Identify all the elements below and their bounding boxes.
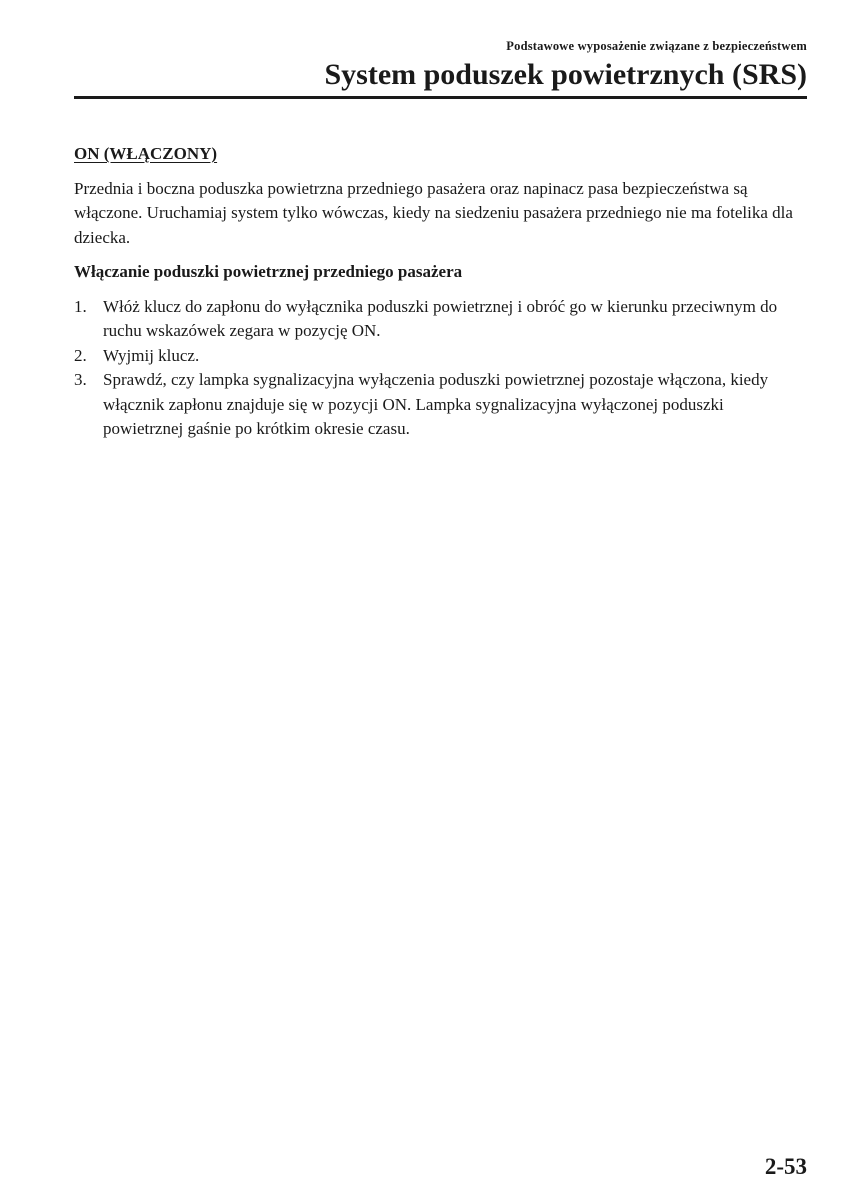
section-label: Podstawowe wyposażenie związane z bezpieczeństwem <box>506 39 807 53</box>
step-number: 2. <box>74 345 87 365</box>
step-text: Sprawdź, czy lampka sygnalizacyjna wyłączenia poduszki powietrznej pozostaje włączona, kiedy włącznik zapłonu znajduje się w pozycji ON. Lampka sygnalizacyjna wyłączonej poduszki powietrznej gaśnie po krótkim okresie czasu. <box>103 370 769 438</box>
body-paragraph: Przednia i boczna poduszka powietrzna przedniego pasażera oraz napinacz pasa bezpieczeństwa są włączone. Uruchamiaj system tylko wówczas, kiedy na siedzeniu pasażera przedniego nie ma fotelika dla dziecka. <box>74 178 793 247</box>
procedure-heading: Włączanie poduszki powietrznej przedniego pasażera <box>74 262 463 281</box>
page-number: 2-53 <box>764 1154 807 1179</box>
list-item <box>74 344 807 369</box>
step-text: Włóż klucz do zapłonu do wyłącznika poduszki powietrznej i obróć go w kierunku przeciwnym do ruchu wskazówek zegara w pozycję ON. <box>103 296 778 340</box>
step-number: 1. <box>74 296 87 316</box>
page-title: System poduszek powietrznych (SRS) <box>324 58 807 91</box>
steps-list <box>74 295 807 442</box>
step-number: 3. <box>74 370 87 389</box>
page-header <box>74 38 807 92</box>
header-divider <box>74 96 807 99</box>
step-text: Wyjmij klucz. <box>103 345 200 365</box>
main-content <box>74 142 807 442</box>
sub-heading: ON (WŁĄCZONY) <box>74 144 218 163</box>
list-item <box>74 295 807 344</box>
list-item <box>74 368 807 442</box>
